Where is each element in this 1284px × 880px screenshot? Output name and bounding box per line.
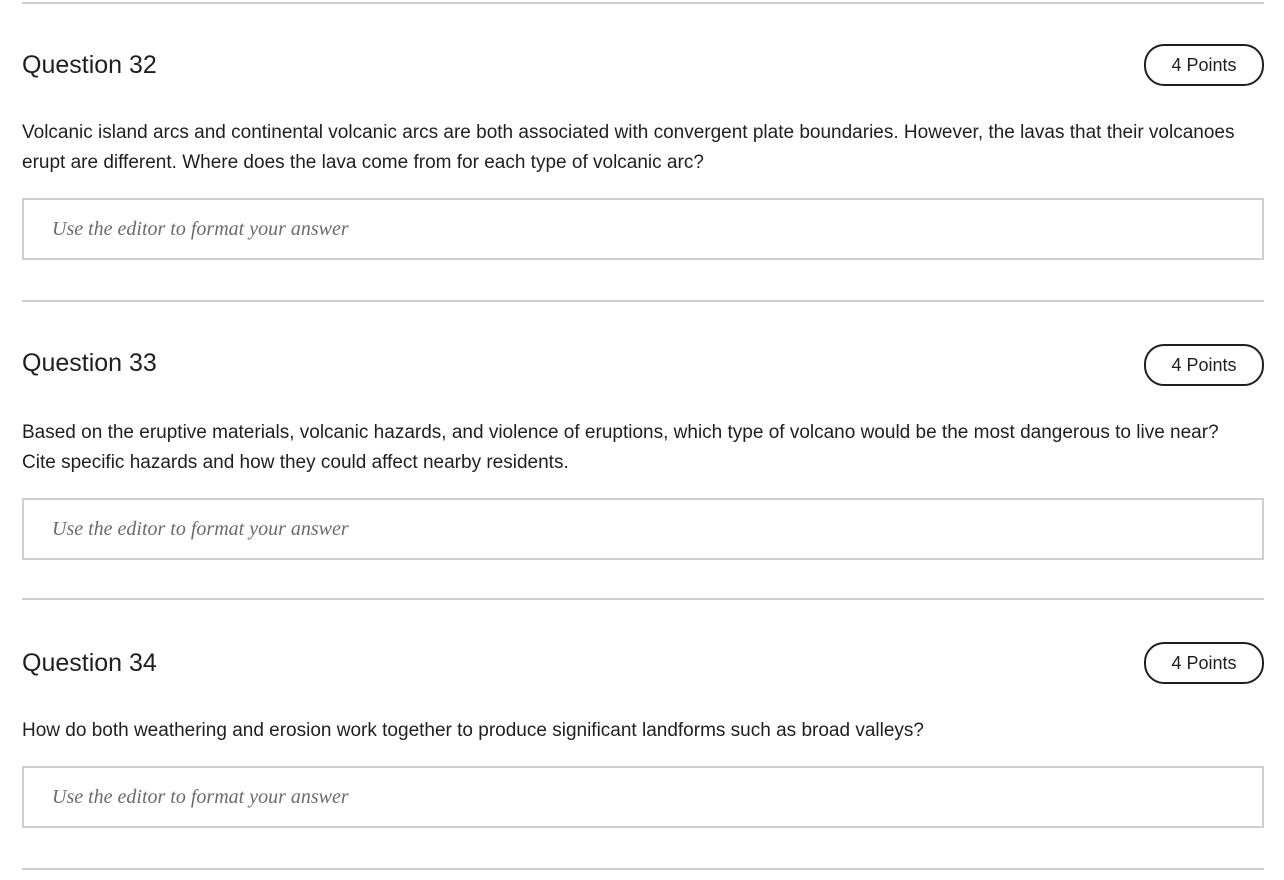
question-text: How do both weathering and erosion work together to produce significant landforms such as broad valleys? [22,720,924,741]
points-badge: 4 Points [1144,642,1264,684]
answer-placeholder: Use the editor to format your answer [52,785,349,808]
question-title: Question 33 [22,349,157,377]
section-divider [22,598,1264,600]
answer-editor[interactable] [22,766,1264,828]
answer-editor[interactable] [22,198,1264,260]
answer-placeholder: Use the editor to format your answer [52,517,349,540]
question-title: Question 32 [22,51,157,79]
answer-placeholder: Use the editor to format your answer [52,217,349,240]
section-divider [22,300,1264,302]
points-badge: 4 Points [1144,344,1264,386]
section-divider [22,2,1264,4]
question-text: Based on the eruptive materials, volcanic hazards, and violence of eruptions, which type of volcano would be the most dangerous to live near? Cite specific hazards and how they could affect nearby residents. [22,422,1219,473]
points-badge: 4 Points [1144,44,1264,86]
section-divider [22,868,1264,870]
answer-editor[interactable] [22,498,1264,560]
question-title: Question 34 [22,649,157,677]
question-text: Volcanic island arcs and continental volcanic arcs are both associated with convergent plate boundaries. However, the lavas that their volcanoes erupt are different. Where does the lava come from for each type of volcanic arc? [22,122,1235,173]
